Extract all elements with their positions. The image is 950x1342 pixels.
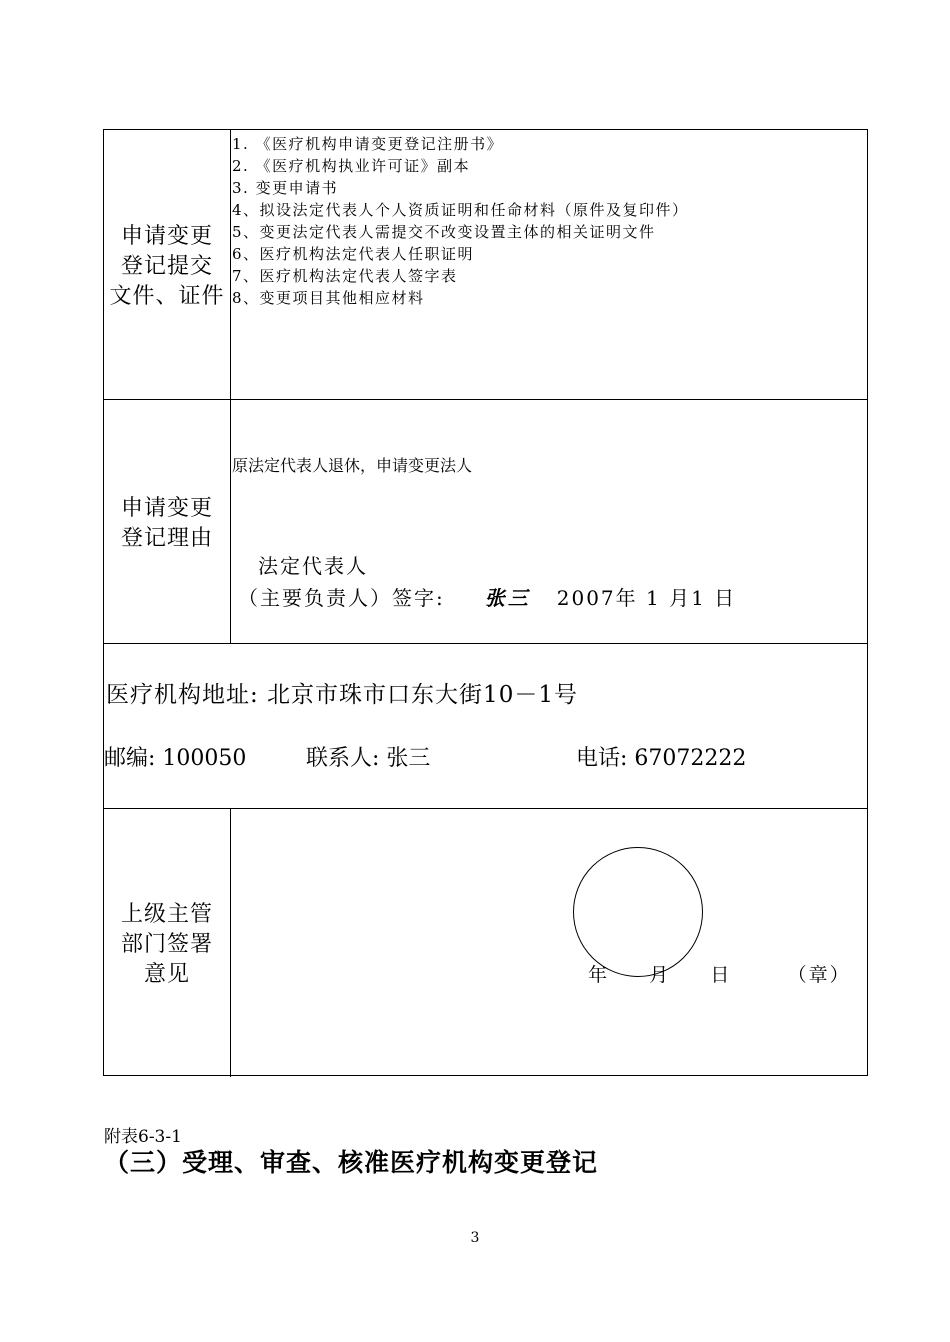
list-item: 3. 变更申请书 [232, 179, 339, 197]
row-divider [104, 399, 867, 400]
signer-role: 法定代表人 [258, 554, 368, 578]
list-item: 2. 《医疗机构执业许可证》副本 [232, 157, 471, 175]
column-divider [230, 808, 231, 1077]
documents-list [232, 133, 689, 309]
reason-label: 申请变更 登记理由 [120, 496, 213, 551]
section-heading: （三）受理、审查、核准医疗机构变更登记 [104, 1148, 599, 1177]
signature-label: （主要负责人）签字: [238, 586, 445, 610]
column-divider [230, 130, 231, 399]
list-item: 5、变更法定代表人需提交不改变设置主体的相关证明文件 [232, 223, 656, 241]
table-reference: 附表6-3-1 [104, 1127, 182, 1147]
list-item: 4、拟设法定代表人个人资质证明和任命材料（原件及复印件） [232, 201, 689, 219]
row-divider [104, 643, 867, 644]
registration-form-table [103, 129, 868, 1076]
column-divider [230, 399, 231, 643]
approval-date-stamp: 年 月 日 （章） [588, 964, 851, 986]
signature: 张三 [484, 586, 531, 610]
signature-date: 2007年 1 月1 日 [556, 586, 737, 610]
documents-label: 申请变更 登记提交 文件、证件 [109, 224, 225, 309]
list-item: 8、变更项目其他相应材料 [232, 289, 425, 307]
postcode: 邮编: 100050 [104, 746, 247, 771]
phone: 电话: 67072222 [576, 746, 747, 771]
list-item: 1. 《医疗机构申请变更登记注册书》 [232, 135, 504, 153]
approval-label: 上级主管 部门签署 意见 [120, 902, 213, 987]
list-item: 7、医疗机构法定代表人签字表 [232, 267, 458, 285]
signature-line [238, 582, 736, 611]
seal-circle-icon [573, 847, 703, 977]
reason-text: 原法定代表人退休，申请变更法人 [232, 456, 473, 475]
page-number: 3 [470, 1230, 480, 1246]
institution-address: 医疗机构地址: 北京市珠市口东大街10－1号 [106, 682, 578, 708]
row-divider [104, 808, 867, 809]
list-item: 6、医疗机构法定代表人任职证明 [232, 245, 475, 263]
contact-person: 联系人: 张三 [306, 746, 431, 771]
